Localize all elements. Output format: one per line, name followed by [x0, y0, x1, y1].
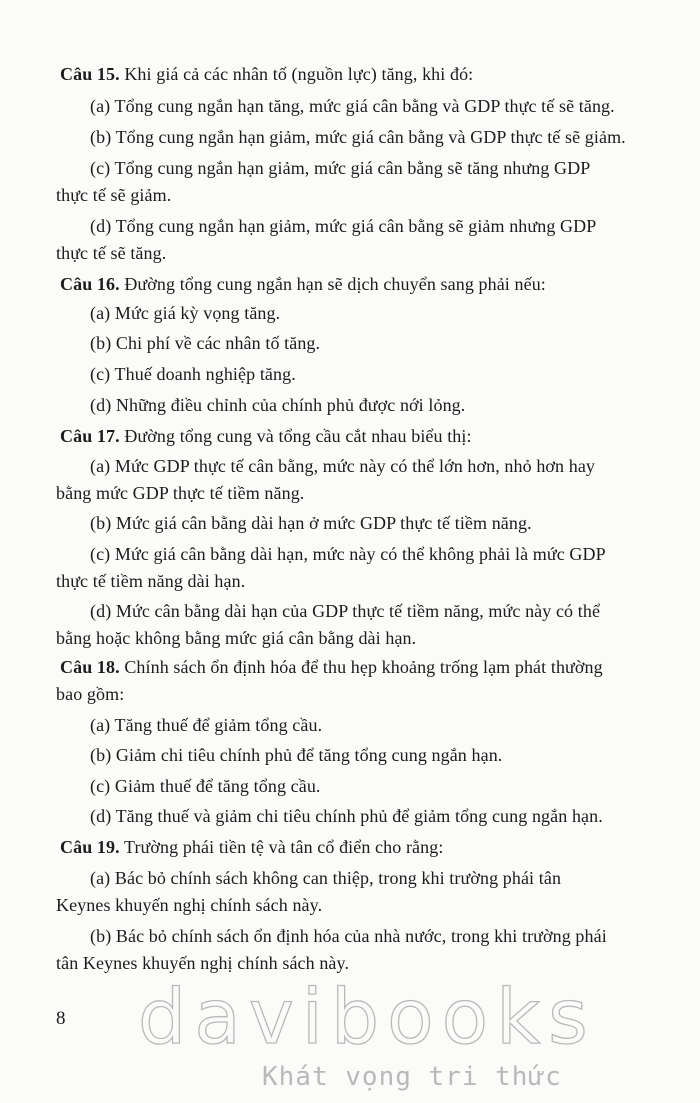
question-15-option-c: (c) Tổng cung ngắn hạn giảm, mức giá cân bằng sẽ tăng nhưng GDP	[90, 158, 591, 178]
question-18-stem-cont: bao gồm:	[56, 684, 125, 704]
question-15-option-c-cont: thực tế sẽ giảm.	[56, 185, 172, 205]
question-17-option-d-cont: bằng hoặc không bằng mức giá cân bằng dài hạn.	[56, 628, 417, 648]
question-19-stem	[60, 836, 443, 858]
question-15-option-b: (b) Tổng cung ngắn hạn giảm, mức giá cân bằng và GDP thực tế sẽ giảm.	[90, 127, 626, 147]
question-19-text: Trường phái tiền tệ và tân cổ điển cho rằng:	[119, 837, 444, 857]
question-17-option-a: (a) Mức GDP thực tế cân bằng, mức này có thể lớn hơn, nhỏ hơn hay	[90, 456, 596, 476]
watermark-tagline: Khát vọng tri thức	[262, 1062, 562, 1092]
question-18-option-d: (d) Tăng thuế và giảm chi tiêu chính phủ để giảm tổng cung ngắn hạn.	[90, 806, 603, 826]
question-18-option-a: (a) Tăng thuế để giảm tổng cầu.	[90, 715, 323, 735]
question-16-option-a: (a) Mức giá kỳ vọng tăng.	[90, 303, 281, 323]
question-15-text: Khi giá cả các nhân tố (nguồn lực) tăng, khi đó:	[119, 64, 474, 84]
question-16-text: Đường tổng cung ngắn hạn sẽ dịch chuyển sang phải nếu:	[119, 274, 546, 294]
watermark-logo: davibooks	[138, 972, 596, 1061]
question-15-option-d-cont: thực tế sẽ tăng.	[56, 243, 167, 263]
question-16-option-d: (d) Những điều chỉnh của chính phủ được nới lỏng.	[90, 395, 466, 415]
question-19-option-a-cont: Keynes khuyến nghị chính sách này.	[56, 895, 323, 915]
question-17-option-a-cont: bằng mức GDP thực tế tiềm năng.	[56, 483, 305, 503]
question-19-option-b-cont: tân Keynes khuyến nghị chính sách này.	[56, 953, 350, 973]
question-18-stem	[60, 656, 603, 678]
question-15-option-a: (a) Tổng cung ngắn hạn tăng, mức giá cân bằng và GDP thực tế sẽ tăng.	[90, 96, 615, 116]
question-17-option-c-cont: thực tế tiềm năng dài hạn.	[56, 571, 246, 591]
question-18-option-c: (c) Giảm thuế để tăng tổng cầu.	[90, 776, 321, 796]
question-16-stem	[60, 273, 546, 295]
question-19-label: Câu 19.	[60, 837, 120, 857]
question-17-label: Câu 17.	[60, 426, 120, 446]
question-15-stem	[60, 63, 473, 85]
question-18-option-b: (b) Giảm chi tiêu chính phủ để tăng tổng cung ngắn hạn.	[90, 745, 503, 765]
question-18-text: Chính sách ổn định hóa để thu hẹp khoảng trống lạm phát thường	[119, 657, 603, 677]
question-17-option-b: (b) Mức giá cân bằng dài hạn ở mức GDP thực tế tiềm năng.	[90, 513, 532, 533]
page-number: 8	[56, 1008, 66, 1029]
question-16-option-c: (c) Thuế doanh nghiệp tăng.	[90, 364, 296, 384]
question-17-option-c: (c) Mức giá cân bằng dài hạn, mức này có thể không phải là mức GDP	[90, 544, 606, 564]
question-17-text: Đường tổng cung và tổng cầu cắt nhau biểu thị:	[119, 426, 472, 446]
question-17-option-d: (d) Mức cân bằng dài hạn của GDP thực tế tiềm năng, mức này có thể	[90, 601, 601, 621]
question-19-option-b: (b) Bác bỏ chính sách ổn định hóa của nhà nước, trong khi trường phái	[90, 926, 607, 946]
question-16-option-b: (b) Chi phí về các nhân tố tăng.	[90, 333, 321, 353]
question-17-stem	[60, 425, 472, 447]
question-19-option-a: (a) Bác bỏ chính sách không can thiệp, trong khi trường phái tân	[90, 868, 562, 888]
question-15-label: Câu 15.	[60, 64, 120, 84]
question-16-label: Câu 16.	[60, 274, 120, 294]
question-18-label: Câu 18.	[60, 657, 120, 677]
question-15-option-d: (d) Tổng cung ngắn hạn giảm, mức giá cân bằng sẽ giảm nhưng GDP	[90, 216, 597, 236]
